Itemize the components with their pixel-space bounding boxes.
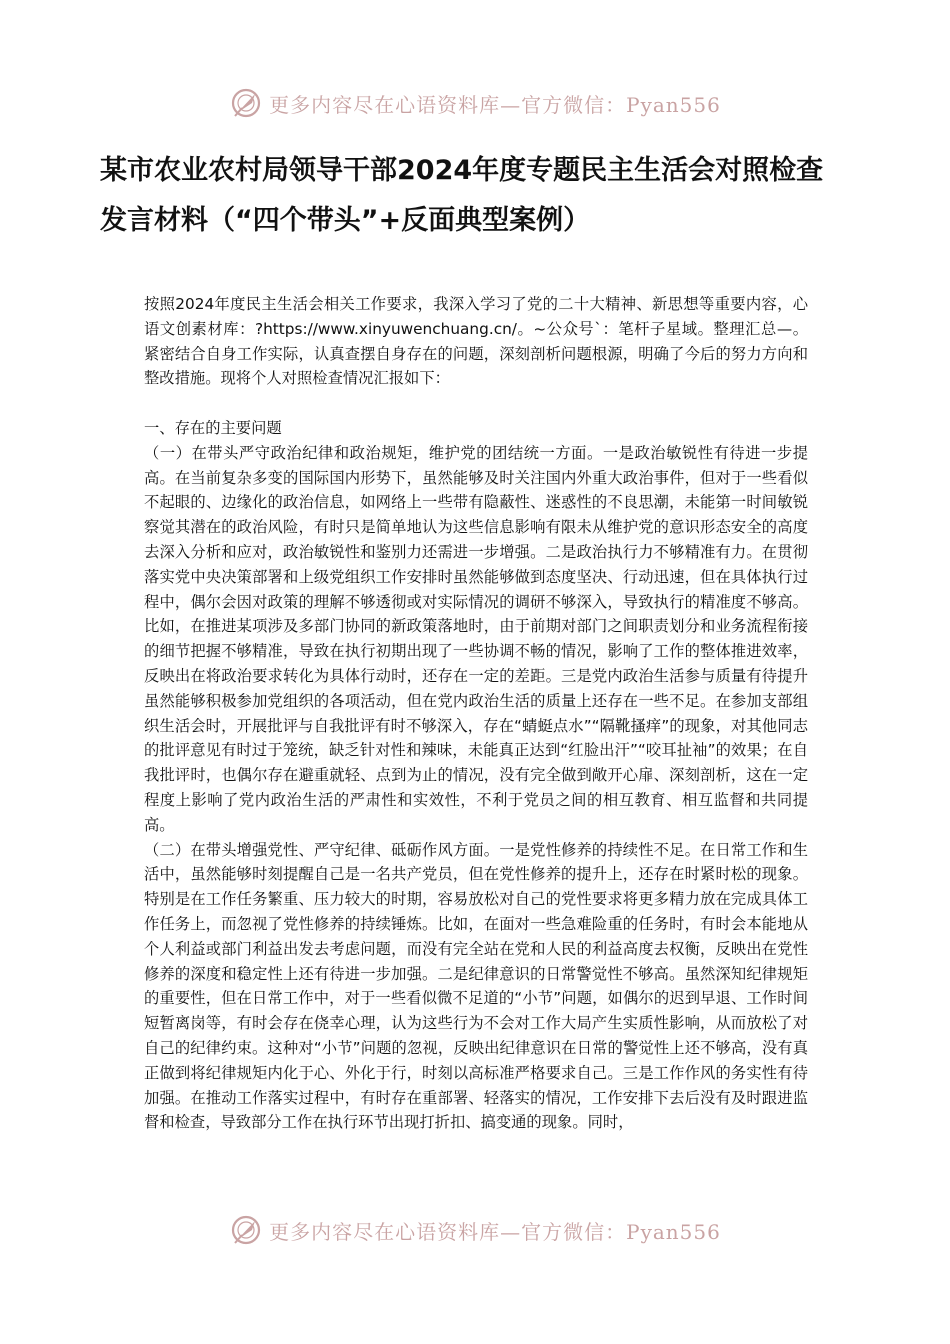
watermark-text: 更多内容尽在心语资料库—官方微信：Pyan556	[269, 92, 721, 117]
banner-inner	[229, 1213, 721, 1247]
body-paragraph-1: （一）在带头严守政治纪律和政治规矩，维护党的团结统一方面。一是政治敏锐性有待进一步提高。在当前复杂多变的国际国内形势下，虽然能够及时关注国内外重大政治事件，但对于一些看似不起眼的、边缘化的政治信息，如网络上一些带有隐蔽性、迷惑性的不良思潮，未能第一时间敏锐察觉其潜在的政治风险，有时只是简单地认为这些信息影响有限未从维护党的意识形态安全的高度去深入分析和应对，政治敏锐性和鉴别力还需进一步增强。二是政治执行力不够精准有力。在贯彻落实党中央决策部署和上级党组织工作安排时虽然能够做到态度坚决、行动迅速，但在具体执行过程中，偶尔会因对政策的理解不够透彻或对实际情况的调研不够深入，导致执行的精准度不够高。比如，在推进某项涉及多部门协同的新政策落地时，由于前期对部门之间职责划分和业务流程衔接的细节把握不够精准，导致在执行初期出现了一些协调不畅的情况，影响了工作的整体推进效率，反映出在将政治要求转化为具体行动时，还存在一定的差距。三是党内政治生活参与质量有待提升虽然能够积极参加党组织的各项活动，但在党内政治生活的质量上还存在一些不足。在参加支部组织生活会时，开展批评与自我批评有时不够深入，存在“蜻蜓点水”“隔靴搔痒”的现象，对其他同志的批评意见有时过于笼统，缺乏针对性和辣味，未能真正达到“红脸出汗”“咬耳扯袖”的效果；在自我批评时，也偶尔存在避重就轻、点到为止的情况，没有完全做到敞开心扉、深刻剖析，这在一定程度上影响了党内政治生活的严肃性和实效性，不利于党员之间的相互教育、相互监督和共同提高。	[144, 443, 808, 834]
quill-pen-logo-icon	[229, 86, 263, 120]
quill-pen-logo-icon	[229, 1213, 263, 1247]
section-heading: 一、存在的主要问题	[144, 418, 282, 437]
intro-paragraph: 按照2024年度民主生活会相关工作要求，我深入学习了党的二十大精神、新思想等重要内容，心语文创素材库：?https://www.xinyuwenchuang.cn/。~公众号`：笔杆子星域。整理汇总—。紧密结合自身工作实际，认真查摆自身存在的问题，深刻剖析问题根源，明确了今后的努力方向和整改措施。现将个人对照检查情况汇报如下：	[144, 295, 808, 388]
paragraph-gap	[144, 391, 808, 416]
body-paragraph-2: （二）在带头增强党性、严守纪律、砥砺作风方面。一是党性修养的持续性不足。在日常工作和生活中，虽然能够时刻提醒自己是一名共产党员，但在党性修养的提升上，还存在时紧时松的现象。特别是在工作任务繁重、压力较大的时期，容易放松对自己的党性要求将更多精力放在完成具体工作任务上，而忽视了党性修养的持续锤炼。比如，在面对一些急难险重的任务时，有时会本能地从个人利益或部门利益出发去考虑问题，而没有完全站在党和人民的利益高度去权衡，反映出在党性修养的深度和稳定性上还有待进一步加强。二是纪律意识的日常警觉性不够高。虽然深知纪律规矩的重要性，但在日常工作中，对于一些看似微不足道的“小节”问题，如偶尔的迟到早退、工作时间短暂离岗等，有时会存在侥幸心理，认为这些行为不会对工作大局产生实质性影响，从而放松了对自己的纪律约束。这种对“小节”问题的忽视，反映出纪律意识在日常的警觉性上还不够高，没有真正做到将纪律规矩内化于心、外化于行，时刻以高标准严格要求自己。三是工作作风的务实性有待加强。在推动工作落实过程中，有时存在重部署、轻落实的情况，工作安排下去后没有及时跟进监督和检查，导致部分工作在执行环节出现打折扣、搞变通的现象。同时，	[144, 840, 808, 1132]
document-body	[144, 292, 808, 1135]
watermark-banner-bottom	[0, 1205, 950, 1255]
banner-inner	[229, 86, 721, 120]
watermark-banner-top	[0, 78, 950, 128]
document-title: 某市农业农村局领导干部2024年度专题民主生活会对照检查发言材料（“四个带头”+反面典型案例）	[100, 155, 824, 236]
watermark-text: 更多内容尽在心语资料库—官方微信：Pyan556	[269, 1219, 721, 1244]
